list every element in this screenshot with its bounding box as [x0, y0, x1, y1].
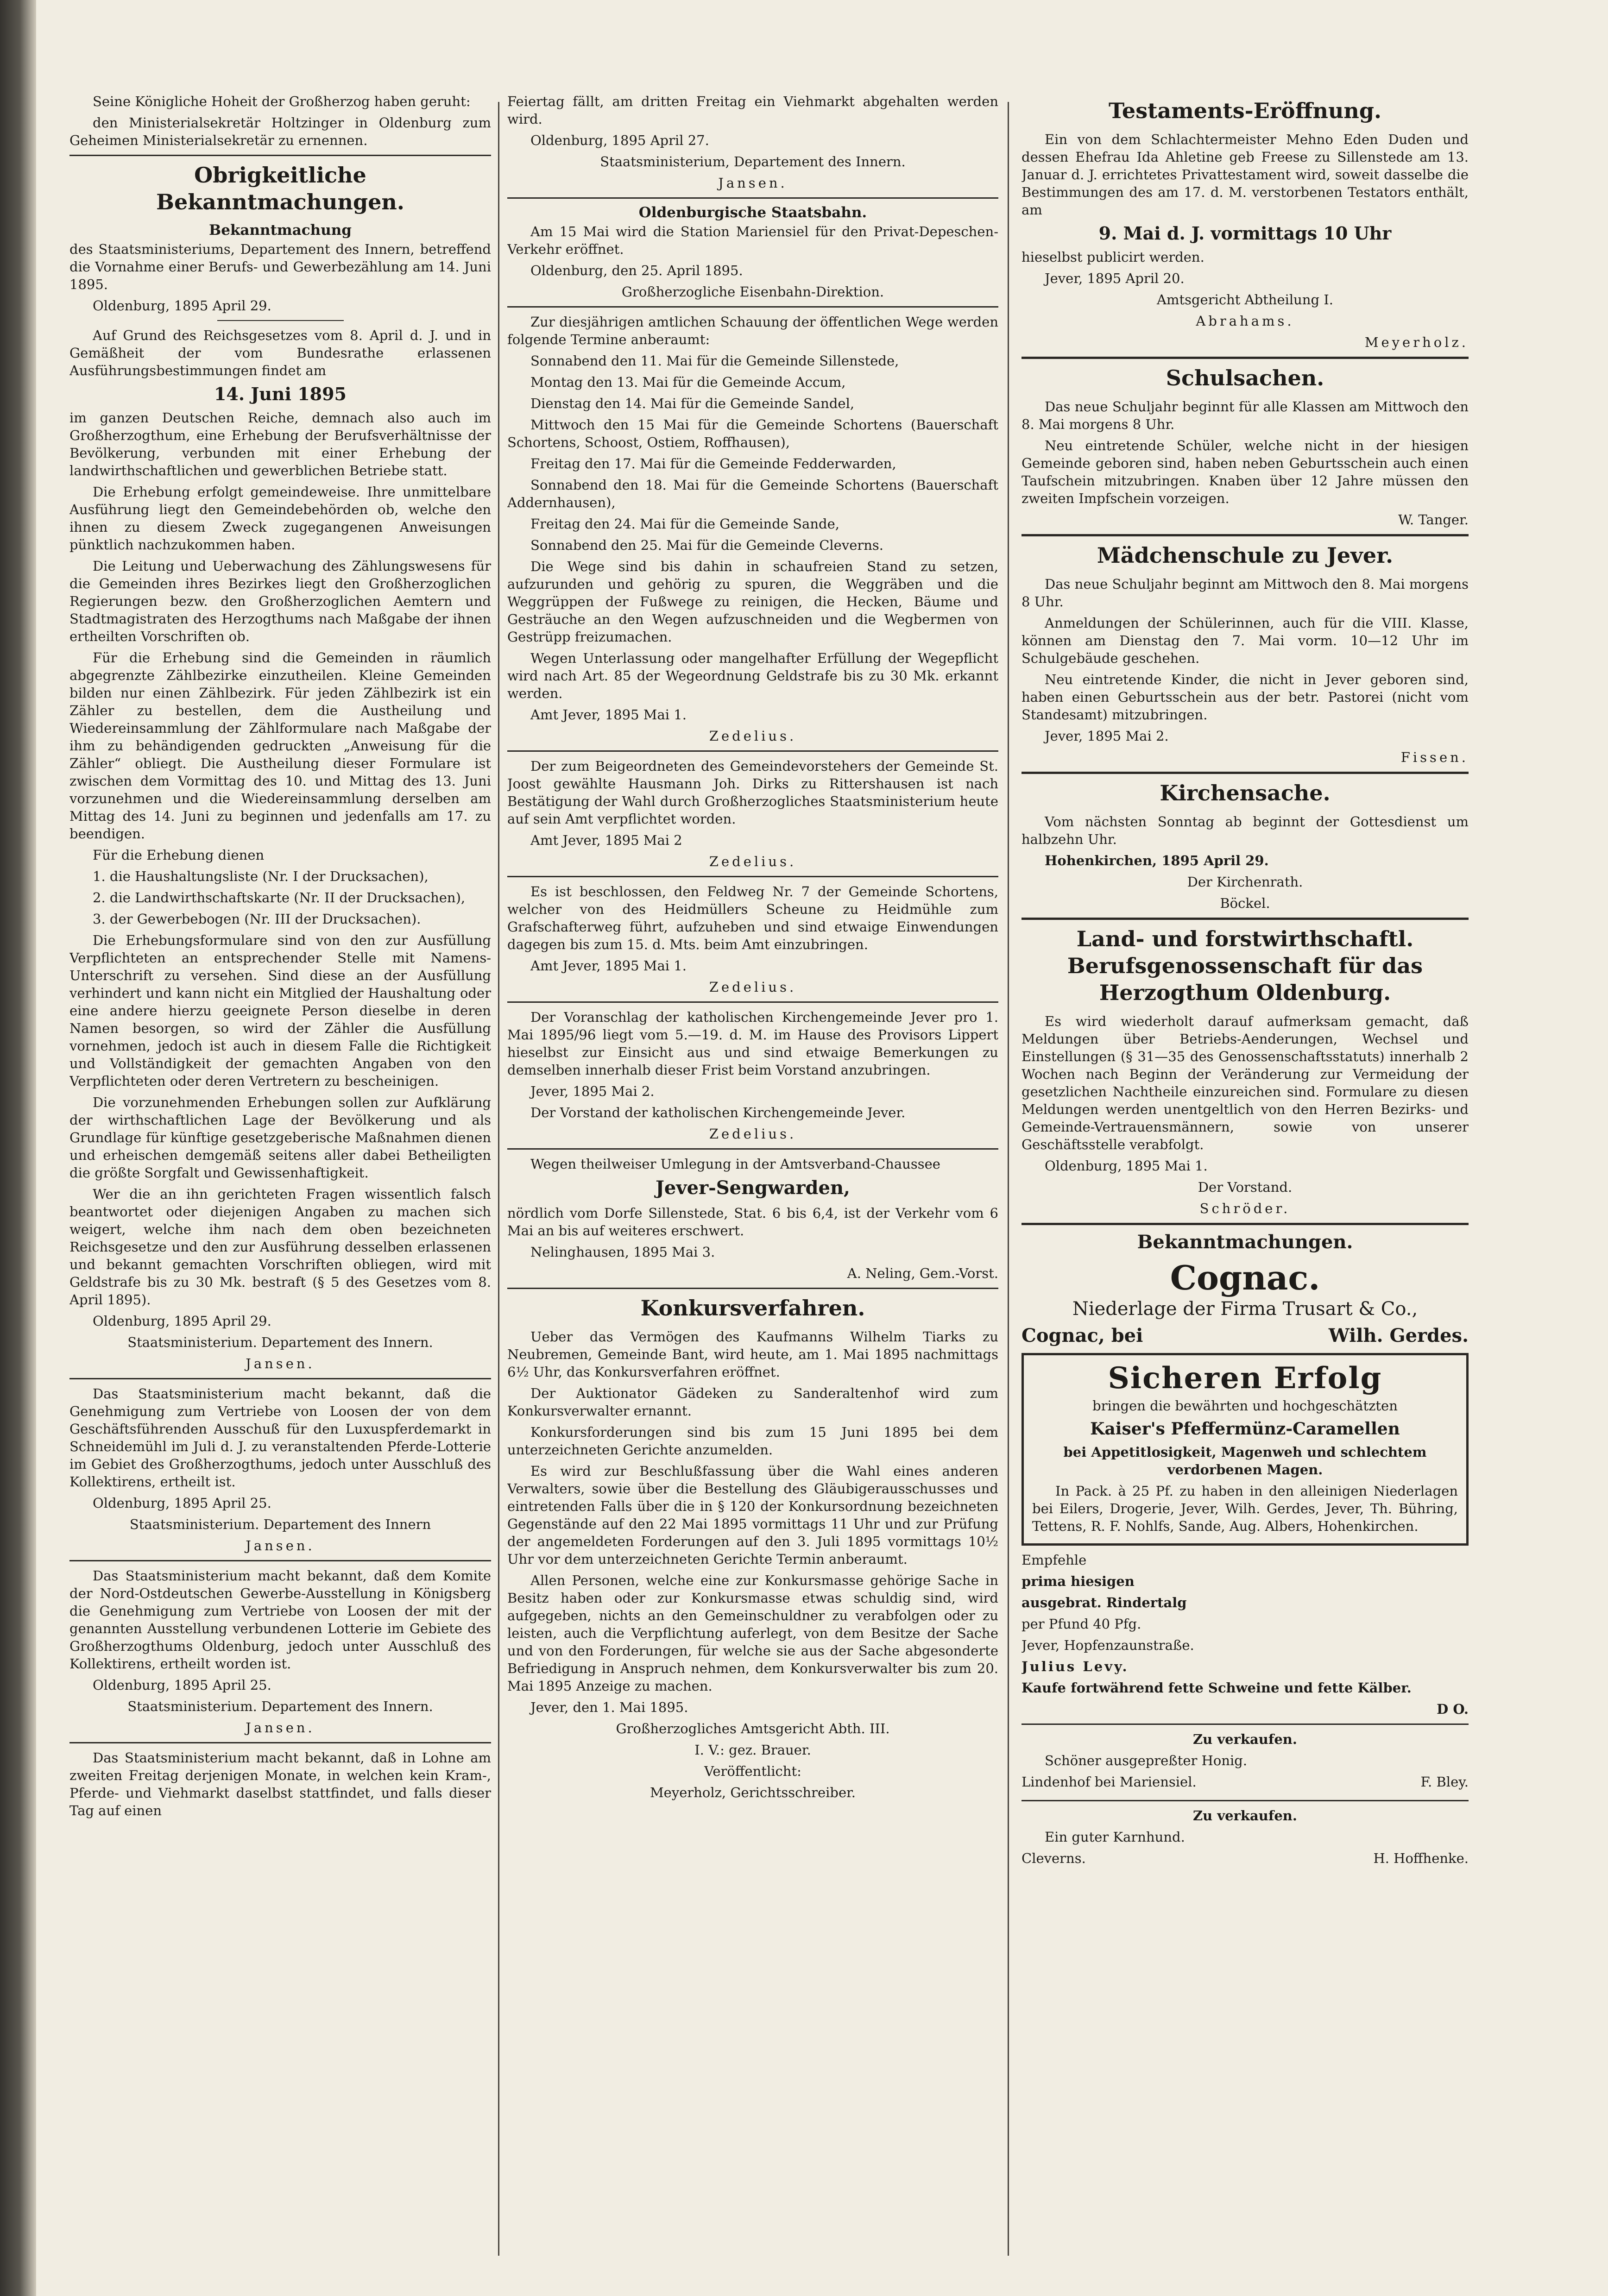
column-rule — [498, 102, 499, 2256]
church-title: Kirchensache. — [1160, 780, 1331, 805]
caramel-ad-line3: bei Appetitlosigkeit, Magenweh und schlechtem verdorbenen Magen. — [1063, 1444, 1427, 1478]
church-text: Vom nächsten Sonntag ab beginnt der Gottesdienst um halbzehn Uhr. — [1022, 814, 1469, 847]
honey-ad-signature: F. Bley. — [1420, 1774, 1469, 1790]
bankruptcy-p4: Es wird zur Beschlußfassung über die Wahl eines anderen Verwalters, sowie über die Bestellung des Gläubigerausschusses und eintretenden Falls über die in § 120 der Konkursordnung bezeichneten Gegenstände auf den 22 Mai 1895 vormittags 11 Uhr und zur Prüfung der angemeldeten Forderungen auf den 3. Juli 1895 vormittags 10½ Uhr vor dem unterzeichneten Gerichte Termin anberaumt. — [507, 1463, 998, 1567]
column-2 — [507, 93, 998, 2260]
honey-ad-text: Schöner ausgepreßter Honig. — [1045, 1753, 1248, 1768]
divider — [507, 876, 998, 877]
divider — [1022, 772, 1469, 774]
school-signature: W. Tanger. — [1398, 512, 1469, 528]
continuation-name: Jansen. — [718, 175, 788, 191]
notice3-signature-name: Jansen. — [246, 1720, 315, 1736]
dog-ad-signature: H. Hoffhenke. — [1373, 1850, 1469, 1866]
honey-ad-footer — [1022, 1773, 1469, 1794]
road-inspection-intro: Zur diesjährigen amtlichen Schauung der öffentlichen Wege werden folgende Termine anberaumt: — [507, 314, 998, 347]
divider — [507, 1148, 998, 1150]
notice-dateline: Oldenburg, 1895 April 29. — [93, 298, 271, 314]
caramel-ad-line4: In Pack. à 25 Pf. zu haben in den alleinigen Niederlagen bei Eilers, Drogerie, Jever, Wilh. Gerdes, Jever, Th. Bühring, Tettens, R. F. Nohlfs, Sande, Aug. Albers, Hohenkirchen. — [1032, 1483, 1458, 1534]
divider — [69, 155, 491, 156]
notice3-text: Das Staatsministerium macht bekannt, daß dem Komite der Nord-Ostdeutschen Gewerbe-Ausstellung in Königsberg die Genehmigung zum Vertriebe von Loosen der mit der genannten Ausstellung verbundenen Lotterie im Gebiete des Großherzogthums Oldenburg, jedoch unter Ausschluß des Kollektirens, ertheilt worden ist. — [69, 1568, 491, 1672]
intro-line-2: den Ministerialsekretär Holtzinger in Oldenburg zum Geheimen Ministerialsekretär zu ernennen. — [69, 115, 491, 148]
divider — [1022, 1800, 1469, 1801]
deputy-signature: Zedelius. — [709, 854, 797, 869]
association-text: Es wird wiederholt darauf aufmerksam gemacht, daß Meldungen über Betriebs-Aenderungen, Wechsel und Einstellungen (§ 31—35 des Genossenschaftsstatuts) innerhalb 2 Wochen nach Beginn der Veränderung zur Vermeidung der gesetzlichen Nachtheile einzureichen sind. Formulare zu diesen Meldungen werden unentgeltlich von den Herren Bezirks- und Gemeinde-Vertrauensmännern, sowie von unserer Geschäftsstelle verabfolgt. — [1022, 1013, 1469, 1152]
dog-ad-title: Zu verkaufen. — [1192, 1808, 1297, 1824]
cognac-ad-line1: Niederlage der Firma Trusart & Co., — [1072, 1298, 1418, 1320]
bankruptcy-p1: Ueber das Vermögen des Kaufmanns Wilhelm Tiarks zu Neubremen, Gemeinde Bant, wird heute, am 1. Mai 1895 nachmittags 6½ Uhr, das Konkursverfahren eröffnet. — [507, 1329, 998, 1380]
tallow-ad-line1: Empfehle — [1022, 1552, 1087, 1568]
notice-p4: Die Leitung und Ueberwachung des Zählungswesens für die Gemeinden ihres Bezirkes liegt den Großherzoglichen Regierungen bezw. den Großherzoglichen Aemtern und Stadtmagistraten des Herzogthums nach Maßgabe der ihnen ertheilten Vorschriften ob. — [69, 558, 491, 644]
road-closure-date: Nelinghausen, 1895 Mai 3. — [530, 1244, 715, 1260]
association-title: Land- und forstwirthschaftl. Berufsgenossenschaft für das Herzogthum Oldenburg. — [1067, 926, 1423, 1005]
fieldpath-text: Es ist beschlossen, den Feldweg Nr. 7 der Gemeinde Schortens, welcher von des Heidmüllers Scheune zu Heidmühle zum Grafschafterweg führt, aufzuheben und sind etwaige Einwendungen dagegen bis zum 15. d. Mts. beim Amt einzubringen. — [507, 884, 998, 952]
notice-date: Oldenburg, 1895 April 29. — [93, 1313, 271, 1329]
divider — [507, 1288, 998, 1289]
budget-signature-name: Zedelius. — [709, 1126, 797, 1142]
tallow-ad-address: Jever, Hopfenzaunstraße. — [1022, 1637, 1194, 1653]
notice-p2: im ganzen Deutschen Reiche, demnach also auch im Großherzogthum, eine Erhebung der Berufsverhältnisse der Bevölkerung, verbunden mit einer Erhebung der landwirthschaftlichen und gewerblichen Betriebe statt. — [69, 410, 491, 478]
school-p2: Neu eintretende Schüler, welche nicht in der hiesigen Gemeinde geboren sind, haben neben Geburtsschein auch einen Taufschein mitzubringen. Knaben über 12 Jahre müssen den zweiten Impfschein vorzeigen. — [1022, 438, 1469, 506]
census-date: 14. Juni 1895 — [214, 384, 347, 404]
notice-p5: Für die Erhebung sind die Gemeinden in räumlich abgegrenzte Zählbezirke einzutheilen. Kleine Gemeinden bilden nur einen Zählbezirk. Für jeden Zählbezirk ist ein Zähler zu bestellen, dem die Austheilung und Wiedereinsammlung der Zählformulare nach Maßgabe der ihm zu behändigenden gedruckten „Anweisung für die Zähler“ obliegt. Die Austheilung dieser Formulare ist zwischen dem Vormittag des 10. und Mittag des 13. Juni vorzunehmen und die Wiedereinsammlung derselben am Mittag des 14. Juni zu beginnen und jedenfalls am 17. zu beendigen. — [69, 650, 491, 842]
tallow-ad-line2: prima hiesigen — [1022, 1573, 1135, 1589]
school-title: Schulsachen. — [1166, 365, 1324, 390]
road-inspection-item: Sonnabend den 11. Mai für die Gemeinde Sillenstede, — [530, 353, 899, 369]
school-p1: Das neue Schuljahr beginnt für alle Klassen am Mittwoch den 8. Mai morgens 8 Uhr. — [1022, 399, 1469, 432]
fieldpath-date: Amt Jever, 1895 Mai 1. — [530, 958, 687, 974]
divider — [69, 1378, 491, 1379]
bankruptcy-p5: Allen Personen, welche eine zur Konkursmasse gehörige Sache in Besitz haben oder zur Konkursmasse etwas schuldig sind, wird aufgegeben, nichts an den Gemeinschuldner zu verabfolgen oder zu leisten, auch die Verpflichtung auferlegt, von dem Besitze der Sache und von den Forderungen, für welche sie aus der Sache abgesonderte Befriedigung in Anspruch nehmen, dem Konkursverwalter bis zum 20. Mai 1895 Anzeige zu machen. — [507, 1573, 998, 1694]
notice2-signature-name: Jansen. — [246, 1538, 315, 1554]
railway-signature: Großherzogliche Eisenbahn-Direktion. — [621, 284, 884, 300]
road-inspection-item: Montag den 13. Mai für die Gemeinde Accum, — [530, 374, 846, 390]
girls-school-signature: Fissen. — [1400, 749, 1469, 765]
association-signature-name: Schröder. — [1199, 1201, 1291, 1216]
column-3 — [1022, 93, 1469, 2260]
road-inspection-item: Sonnabend den 25. Mai für die Gemeinde Cleverns. — [530, 537, 884, 553]
notice-p7: Die Erhebungsformulare sind von den zur Ausfüllung Verpflichteten an entsprechender Stelle mit Namens-Unterschrift zu versehen. Sind diese an der Ausfüllung verhindert und kann nicht ein Mitglied der Haushaltung oder eine andere hierzu geeignete Person dieselbe in deren Namen besorgen, so wird der Zähler die Ausfüllung vornehmen, jedoch ist auch in diesem Falle die Richtigkeit und Vollständigkeit der gemachten Angaben von den Verpflichteten oder deren Vertretern zu bescheinigen. — [69, 932, 491, 1089]
association-date: Oldenburg, 1895 Mai 1. — [1045, 1158, 1208, 1174]
road-closure-intro: Wegen theilweiser Umlegung in der Amtsverband-Chaussee — [530, 1156, 940, 1172]
divider — [1022, 357, 1469, 359]
divider — [217, 320, 344, 321]
notice-title: Bekanntmachung — [209, 222, 352, 239]
testament-court: Amtsgericht Abtheilung I. — [1157, 292, 1333, 308]
road-inspection-date: Amt Jever, 1895 Mai 1. — [530, 707, 687, 723]
road-inspection-p3: Wegen Unterlassung oder mangelhafter Erfüllung der Wegepflicht wird nach Art. 85 der Wegeordnung Geldstrafe bis zu 30 Mk. erkannt werden. — [507, 650, 998, 701]
testament-clerk: Meyerholz. — [1364, 334, 1469, 350]
notice-p6: Für die Erhebung dienen — [93, 847, 265, 863]
column-rule — [1008, 102, 1009, 2256]
notice2-signature: Staatsministerium. Departement des Innern — [129, 1516, 431, 1532]
caramel-ad-title: Sicheren Erfolg — [1108, 1361, 1382, 1396]
dog-ad-footer — [1022, 1849, 1469, 1871]
dog-ad-place: Cleverns. — [1022, 1850, 1086, 1866]
notice3-signature: Staatsministerium. Departement des Innern. — [127, 1698, 433, 1714]
budget-signature: Der Vorstand der katholischen Kirchengemeinde Jever. — [530, 1105, 906, 1120]
girls-school-date: Jever, 1895 Mai 2. — [1045, 728, 1169, 744]
church-date: Hohenkirchen, 1895 April 29. — [1045, 853, 1269, 868]
divider — [507, 197, 998, 199]
girls-school-p1: Das neue Schuljahr beginnt am Mittwoch den 8. Mai morgens 8 Uhr. — [1022, 576, 1469, 610]
church-signature-name: Böckel. — [1220, 895, 1270, 911]
testament-text: Ein von dem Schlachtermeister Mehno Eden Duden und dessen Ehefrau Ida Ahletine geb Freese zu Sillenstede am 13. Januar d. J. errichtetes Privattestament wird, soweit dasselbe die Bestimmungen des am 17. d. M. verstorbenen Testators enthält, am — [1022, 132, 1469, 218]
road-closure-title: Jever-Sengwarden, — [656, 1177, 850, 1199]
notice-signature-name: Jansen. — [246, 1356, 315, 1371]
testament-title: Testaments-Eröffnung. — [1108, 98, 1382, 123]
road-closure-signature: A. Neling, Gem.-Vorst. — [847, 1265, 998, 1281]
intro-line-1: Seine Königliche Hoheit der Großherzog haben geruht: — [93, 94, 471, 109]
deputy-text: Der zum Beigeordneten des Gemeindevorstehers der Gemeinde St. Joost gewählte Hausmann Joh. Dirks zu Rittershausen ist nach Bestätigung der Wahl durch Großherzogliches Staatsministerium heute auf sein Amt verpflichtet worden. — [507, 758, 998, 827]
notice-lead: des Staatsministeriums, Departement des Innern, betreffend die Vornahme einer Berufs- und Gewerbezählung am 14. Juni 1895. — [69, 241, 491, 292]
book-binding-edge — [0, 0, 36, 2296]
notice2-text: Das Staatsministerium macht bekannt, daß die Genehmigung zum Vertriebe von Loosen der von dem Geschäftsführenden Ausschuß für den Luxuspferdemarkt in Schneidemühl im Juli d. J. zu veranstaltenden Pferde-Lotterie im Gebiet des Großherzogthums, jedoch unter Ausschluß des Kollektirens, ertheilt ist. — [69, 1386, 491, 1490]
divider — [1022, 1724, 1469, 1725]
honey-ad-place: Lindenhof bei Mariensiel. — [1022, 1774, 1197, 1790]
deputy-date: Amt Jever, 1895 Mai 2 — [530, 832, 682, 848]
budget-date: Jever, 1895 Mai 2. — [530, 1083, 655, 1099]
continuation-signature: Staatsministerium, Departement des Innern. — [600, 154, 906, 170]
road-inspection-item: Sonnabend den 18. Mai für die Gemeinde Schortens (Bauerschaft Addernhausen), — [507, 477, 998, 510]
divider — [507, 306, 998, 308]
testament-judge: Abrahams. — [1196, 313, 1294, 329]
railway-text: Am 15 Mai wird die Station Mariensiel für den Privat-Depeschen-Verkehr eröffnet. — [507, 224, 998, 257]
girls-school-p2: Anmeldungen der Schülerinnen, auch für die VIII. Klasse, können am Dienstag den 7. Mai vorm. 10—12 Uhr im Schulgebäude geschehen. — [1022, 615, 1469, 666]
tallow-ad-mark: D O. — [1437, 1701, 1469, 1717]
dog-ad-text: Ein guter Karnhund. — [1045, 1829, 1185, 1845]
road-inspection-p2: Die Wege sind bis dahin in schaufreien Stand zu setzen, aufzurunden und gehörig zu spuren, die Weggräben und die Weggrüppen der Fußwege zu reinigen, die Hecken, Bäume und Gesträuche an den Wegen aufzuschneiden und die Wegbermen von Gestrüpp freizumachen. — [507, 559, 998, 645]
bankruptcy-court: Großherzogliches Amtsgericht Abth. III. — [616, 1721, 890, 1736]
cognac-ad-line2 — [1022, 1324, 1469, 1347]
honey-ad-title: Zu verkaufen. — [1192, 1731, 1297, 1747]
railway-title: Oldenburgische Staatsbahn. — [638, 204, 867, 221]
notice-p8: Die vorzunehmenden Erhebungen sollen zur Aufklärung der wirthschaftlichen Lage der Bevölkerung und als Grundlage für künftige gesetzgeberische Maßnahmen dienen und erheischen demgemäß seitens aller dabei Betheiligten die größte Sorgfalt und Gewissenhaftigkeit. — [69, 1095, 491, 1181]
girls-school-p3: Neu eintretende Kinder, die nicht in Jever geboren sind, haben einen Geburtsschein aus der betr. Pastorei (nicht vom Standesamt) mitzubringen. — [1022, 672, 1469, 723]
bankruptcy-clerk: Meyerholz, Gerichtsschreiber. — [650, 1785, 856, 1800]
bankruptcy-date: Jever, den 1. Mai 1895. — [530, 1699, 688, 1715]
divider — [507, 1001, 998, 1003]
continuation-text: Feiertag fällt, am dritten Freitag ein Viehmarkt abgehalten werden wird. — [507, 94, 998, 127]
notice-p9: Wer die an ihn gerichteten Fragen wissentlich falsch beantwortet oder diejenigen Angaben zu machen sich weigert, welche ihm nach dem oben bezeichneten Reichsgesetze und den zur Ausführung desselben erlassenen und bekannt gemachten Vorschriften obliegen, wird mit Geldstrafe bis zu 30 Mk. bestraft (§ 5 des Gesetzes vom 8. April 1895). — [69, 1186, 491, 1308]
newspaper-page — [69, 93, 1469, 2260]
road-inspection-item: Dienstag den 14. Mai für die Gemeinde Sandel, — [530, 396, 855, 411]
cognac-ad-title: Cognac. — [1170, 1258, 1320, 1297]
road-closure-text: nördlich vom Dorfe Sillenstede, Stat. 6 bis 6,4, ist der Verkehr vom 6 Mai an bis auf weiteres erschwert. — [507, 1205, 998, 1239]
list-item-2: 2. die Landwirthschaftskarte (Nr. II der Drucksachen), — [93, 890, 466, 906]
cognac-ad-place: Cognac, bei — [1022, 1325, 1143, 1346]
bankruptcy-p3: Konkursforderungen sind bis zum 15 Juni 1895 bei dem unterzeichneten Gerichte anzumelden. — [507, 1424, 998, 1458]
continuation-date: Oldenburg, 1895 April 27. — [530, 132, 709, 148]
testament-text2: hieselbst publicirt werden. — [1022, 249, 1204, 265]
church-signature: Der Kirchenrath. — [1187, 874, 1303, 890]
association-signature: Der Vorstand. — [1198, 1179, 1293, 1195]
section-title: Obrigkeitliche Bekanntmachungen. — [156, 163, 404, 214]
announcements-title: Bekanntmachungen. — [1137, 1231, 1353, 1253]
girls-school-title: Mädchenschule zu Jever. — [1097, 543, 1394, 568]
railway-date: Oldenburg, den 25. April 1895. — [530, 263, 743, 278]
divider — [1022, 1223, 1469, 1225]
road-inspection-item: Freitag den 24. Mai für die Gemeinde Sande, — [530, 516, 839, 532]
bankruptcy-p2: Der Auktionator Gädeken zu Sanderaltenhof wird zum Konkursverwalter ernannt. — [507, 1385, 998, 1419]
divider — [1022, 918, 1469, 920]
notice-p3: Die Erhebung erfolgt gemeindeweise. Ihre unmittelbare Ausführung liegt den Gemeindebehörden ob, welche den ihnen zu diesem Zweck zugegangenen Anweisungen pünktlich nachzukommen haben. — [69, 484, 491, 553]
road-inspection-item: Freitag den 17. Mai für die Gemeinde Fedderwarden, — [530, 456, 896, 472]
notice2-date: Oldenburg, 1895 April 25. — [93, 1495, 271, 1511]
testament-date: Jever, 1895 April 20. — [1045, 270, 1185, 286]
column-1 — [69, 93, 491, 2260]
tallow-ad-line7: Kaufe fortwährend fette Schweine und fette Kälber. — [1022, 1680, 1412, 1696]
budget-text: Der Voranschlag der katholischen Kirchengemeinde Jever pro 1. Mai 1895/96 liegt vom 5.—19. d. M. im Hause des Provisors Lippert hieselbst zur Einsicht aus und sind etwaige Bemerkungen zu demselben innerhalb dieser Frist beim Vorstand anzubringen. — [507, 1009, 998, 1078]
bankruptcy-signed: I. V.: gez. Brauer. — [694, 1742, 811, 1758]
divider — [69, 1742, 491, 1743]
notice-signature: Staatsministerium. Departement des Innern. — [127, 1334, 433, 1350]
divider — [69, 1560, 491, 1561]
road-inspection-item: Mittwoch den 15 Mai für die Gemeinde Schortens (Bauerschaft Schortens, Schoost, Ostiem, Roffhausen), — [507, 417, 998, 450]
list-item-3: 3. der Gewerbebogen (Nr. III der Drucksachen). — [93, 911, 421, 927]
divider — [507, 750, 998, 752]
notice3-date: Oldenburg, 1895 April 25. — [93, 1677, 271, 1693]
divider — [1022, 534, 1469, 536]
caramel-ad-line1: bringen die bewährten und hochgeschätzten — [1092, 1398, 1398, 1414]
caramel-ad-product: Kaiser's Pfeffermünz-Caramellen — [1090, 1419, 1400, 1439]
notice4-text: Das Staatsministerium macht bekannt, daß in Lohne am zweiten Freitag derjenigen Monate, in welchen kein Kram-, Pferde- und Viehmarkt daselbst stattfindet, und falls dieser Tag auf einen — [69, 1750, 491, 1818]
caramel-ad-box — [1022, 1353, 1469, 1546]
cognac-ad-dealer: Wilh. Gerdes. — [1328, 1325, 1469, 1346]
notice-p1: Auf Grund des Reichsgesetzes vom 8. April d. J. und in Gemäßheit der vom Bundesrathe erlassenen Ausführungsbestimmungen findet am — [69, 327, 491, 378]
tallow-ad-name: Julius Levy. — [1022, 1659, 1129, 1674]
bankruptcy-published: Veröffentlicht: — [704, 1763, 801, 1779]
tallow-ad-line3: ausgebrat. Rindertalg — [1022, 1595, 1187, 1610]
bankruptcy-title: Konkursverfahren. — [640, 1296, 865, 1321]
road-inspection-signature: Zedelius. — [709, 728, 797, 744]
list-item-1: 1. die Haushaltungsliste (Nr. I der Drucksachen), — [93, 868, 429, 884]
fieldpath-signature: Zedelius. — [709, 979, 797, 995]
tallow-ad-price: per Pfund 40 Pfg. — [1022, 1616, 1141, 1632]
testament-date-big: 9. Mai d. J. vormittags 10 Uhr — [1098, 223, 1392, 244]
